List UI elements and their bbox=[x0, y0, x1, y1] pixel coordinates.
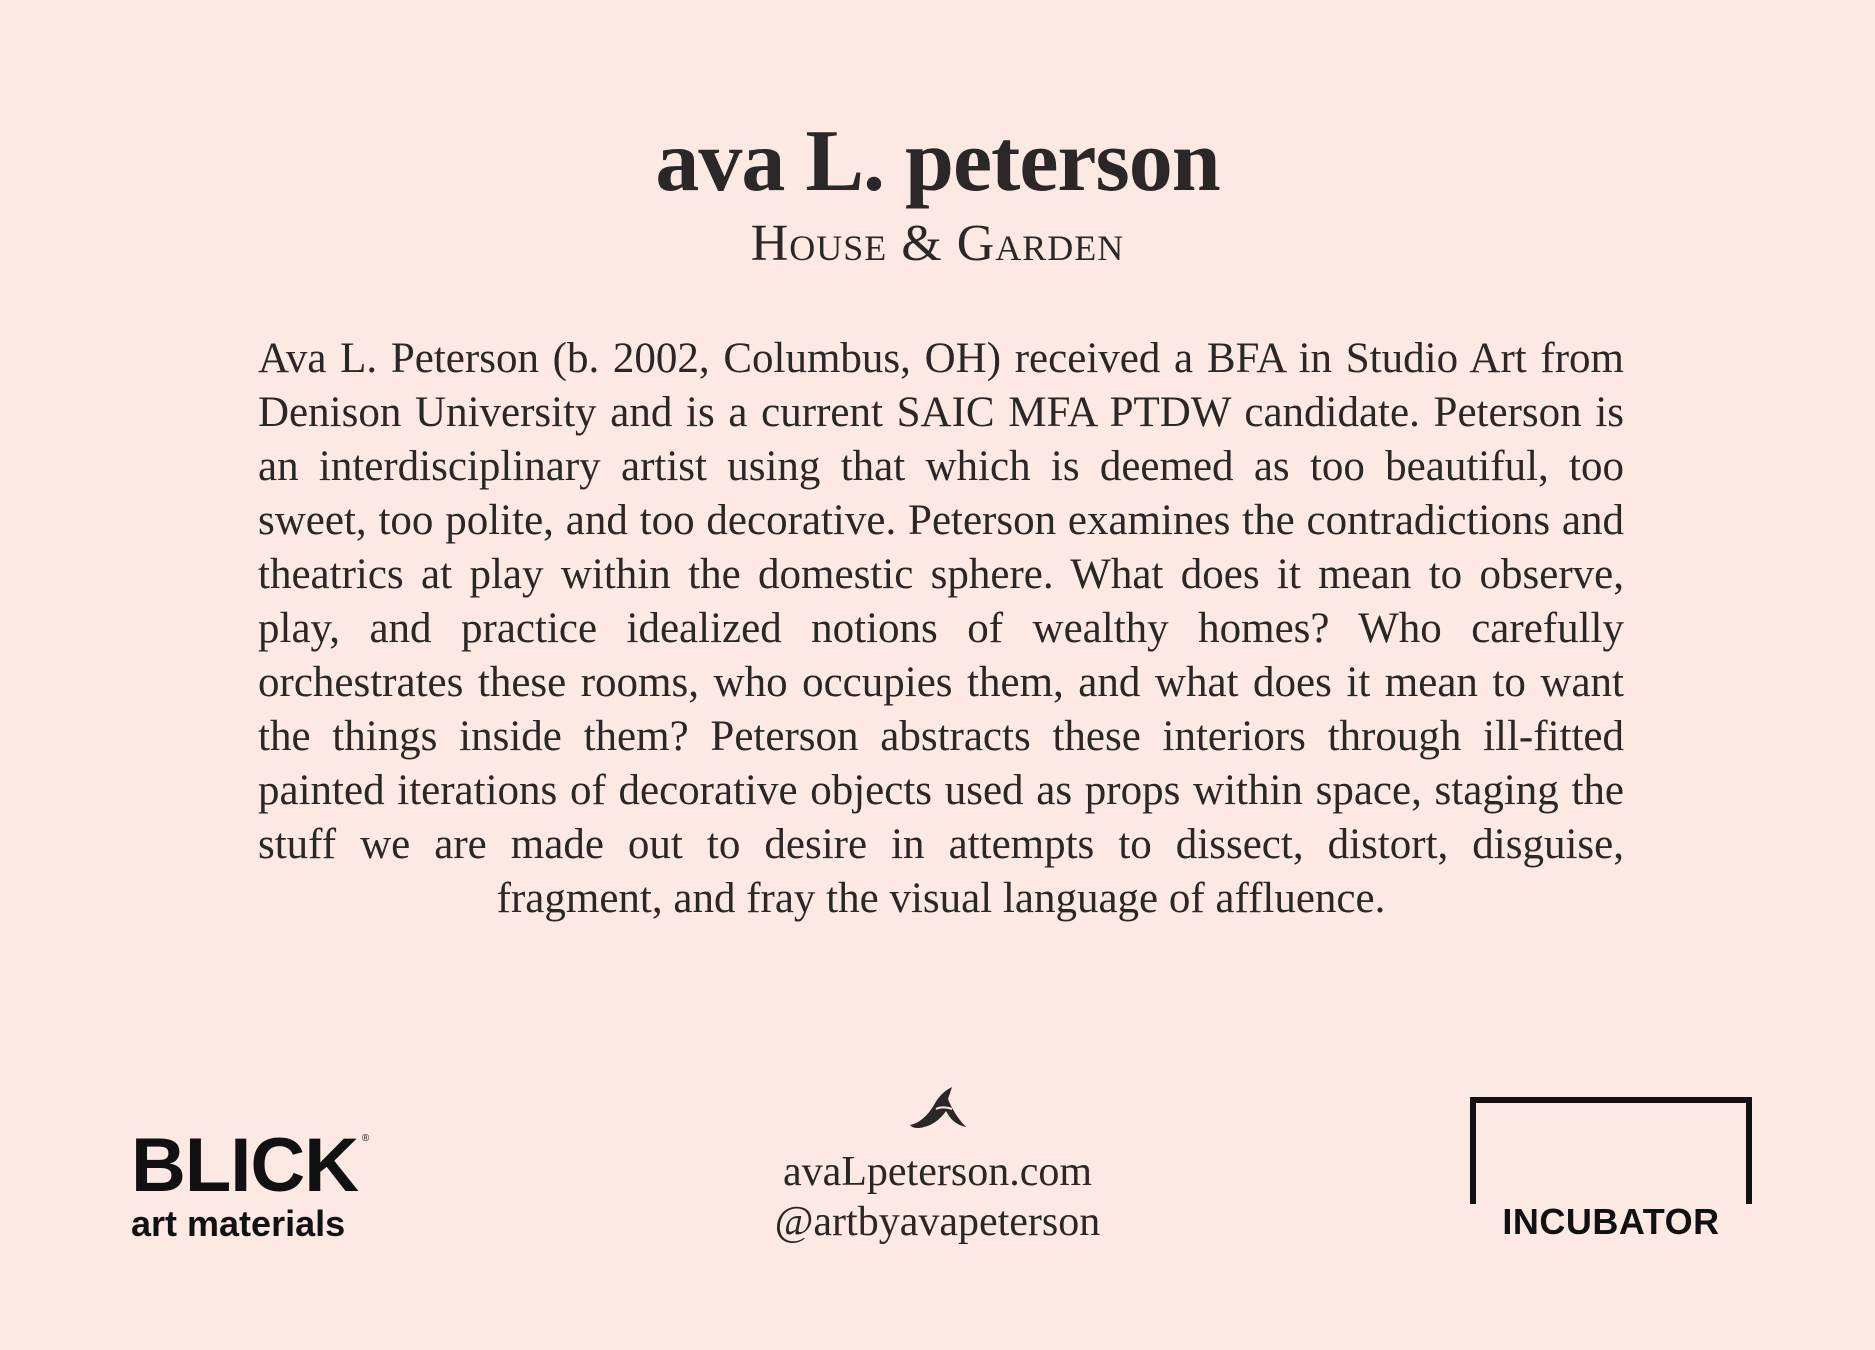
incubator-logo bbox=[1470, 1097, 1752, 1242]
website-link[interactable]: avaLpeterson.com bbox=[782, 1149, 1093, 1195]
social-handle[interactable]: @artbyavapeterson bbox=[774, 1199, 1101, 1245]
registered-mark: ® bbox=[361, 1133, 369, 1144]
artist-monogram-icon bbox=[906, 1085, 970, 1131]
artist-bio: Ava L. Peterson (b. 2002, Columbus, OH) received a BFA in Studio Art from Denison University and is a current SAIC MFA PTDW candidate. Peterson is an interdisciplinary artist using that which is deemed as too beautiful, too sweet, too polite, and too decorative. Peterson examines the contradictions and theatrics at play within the domestic sphere. What does it mean to observe, play, and practice idealized notions of wealthy homes? Who carefully orchestrates these rooms, who occupies them, and what does it mean to want the things inside them? Peterson abstracts these interiors through ill-fitted painted iterations of decorative objects used as props within space, staging the stuff we are made out to desire in attempts to dissect, distort, disguise, fragment, and fray the visual language of affluence. bbox=[258, 335, 1624, 922]
exhibition-title: House & Garden bbox=[750, 215, 1125, 272]
incubator-wordmark: INCUBATOR bbox=[1470, 1204, 1752, 1240]
blick-name: BLICK bbox=[131, 1123, 359, 1208]
artist-name: ava L. peterson bbox=[655, 113, 1220, 210]
blick-tagline: art materials bbox=[131, 1203, 346, 1244]
